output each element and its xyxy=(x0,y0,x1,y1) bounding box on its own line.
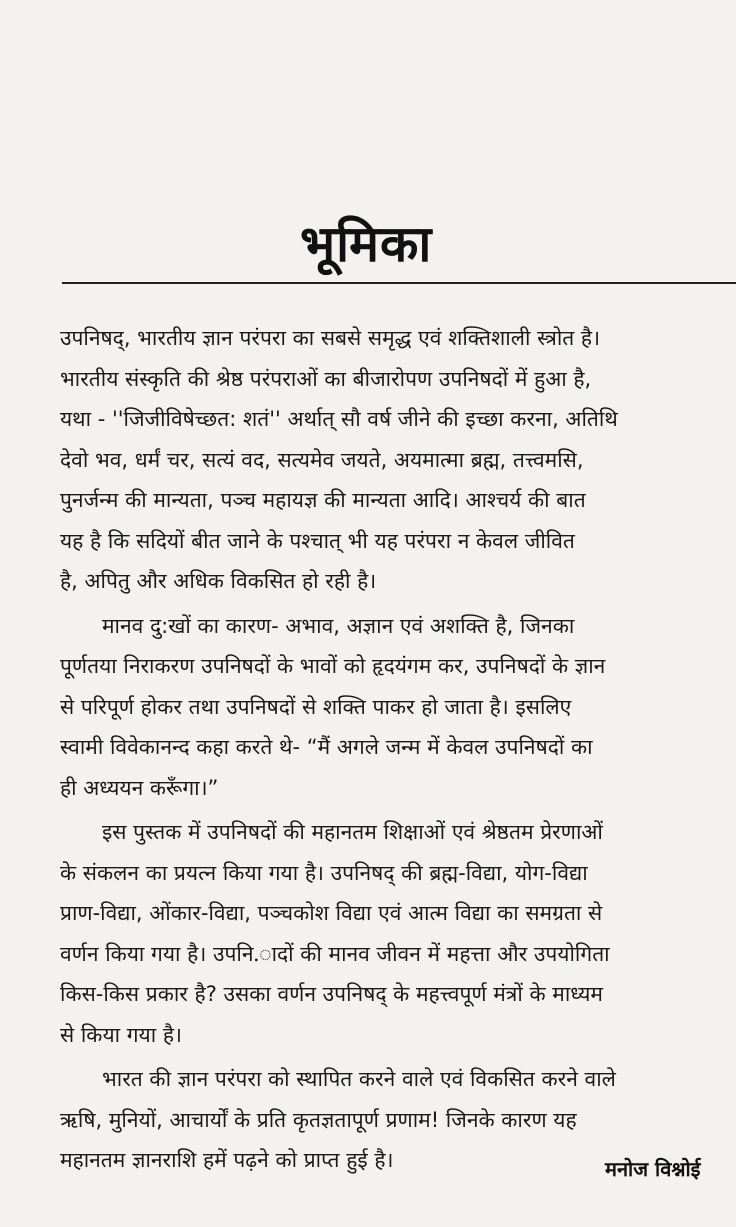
text-line: भारतीय संस्कृति की श्रेष्ठ परंपराओं का बीजारोपण उपनिषदों में हुआ है, xyxy=(60,366,592,391)
paragraph-2 xyxy=(60,606,736,809)
text-line: किस-किस प्रकार है? उसका वर्णन उपनिषद् के महत्त्वपूर्ण मंत्रों के माध्यम xyxy=(60,982,603,1006)
text-line: वर्णन किया गया है। उपनि.ादों की मानव जीवन में महत्ता और उपयोगिता xyxy=(60,941,610,966)
paragraph-3 xyxy=(60,812,736,1055)
text-line: महानतम ज्ञानराशि हमें पढ़ने को प्राप्त हुई है। xyxy=(60,1148,394,1172)
body-text xyxy=(60,318,736,1181)
text-line: के संकलन का प्रयत्न किया गया है। उपनिषद् की ब्रह्म-विद्या, योग-विद्या xyxy=(60,860,588,885)
text-line: प्राण-विद्या, ओंकार-विद्या, पञ्चकोश विद्या एवं आत्म विद्या का समग्रता से xyxy=(60,901,603,925)
text-line: से किया गया है। xyxy=(60,1022,182,1047)
author-signature: मनोज विश्नोई xyxy=(605,1157,701,1181)
title-underline xyxy=(62,282,736,284)
text-line: ही अध्ययन करूँगा।” xyxy=(60,775,219,800)
text-line: पूर्णतया निराकरण उपनिषदों के भावों को हृदयंगम कर, उपनिषदों के ज्ञान xyxy=(60,654,606,678)
text-line: ऋषि, मुनियों, आचार्यों के प्रति कृतज्ञतापूर्ण प्रणाम! जिनके कारण यह xyxy=(60,1107,577,1132)
text-line: मानव दु:खों का कारण- अभाव, अज्ञान एवं अशक्ति है, जिनका xyxy=(102,613,575,638)
page-header xyxy=(0,210,736,290)
text-line: से परिपूर्ण होकर तथा उपनिषदों से शक्ति पाकर हो जाता है। इसलिए xyxy=(60,694,572,719)
text-line: उपनिषद्, भारतीय ज्ञान परंपरा का सबसे समृद्ध एवं शक्तिशाली स्त्रोत है। xyxy=(60,326,601,350)
text-line: यह है कि सदियों बीत जाने के पश्चात् भी यह परंपरा न केवल जीवित xyxy=(60,528,575,553)
paragraph-1 xyxy=(60,318,736,602)
text-line: भारत की ज्ञान परंपरा को स्थापित करने वाले एवं विकसित करने वाले xyxy=(102,1067,616,1091)
text-line: इस पुस्तक में उपनिषदों की महानतम शिक्षाओं एवं श्रेष्ठतम प्रेरणाओं xyxy=(102,820,603,844)
page-title: भूमिका xyxy=(300,215,433,273)
text-line: है, अपितु और अधिक विकसित हो रही है। xyxy=(60,569,377,593)
text-line: स्वामी विवेकानन्द कहा करते थे- “मैं अगले जन्म में केवल उपनिषदों का xyxy=(60,735,593,759)
text-line: पुनर्जन्म की मान्यता, पञ्च महायज्ञ की मान्यता आदि। आश्चर्य की बात xyxy=(60,488,586,512)
text-line: यथा - ''जिजीविषेच्छत: शतं'' अर्थात् सौ वर्ष जीने की इच्छा करना, अतिथि xyxy=(60,407,618,431)
text-line: देवो भव, धर्मं चर, सत्यं वद, सत्यमेव जयते, अयमात्मा ब्रह्म, तत्त्वमसि, xyxy=(60,447,584,472)
